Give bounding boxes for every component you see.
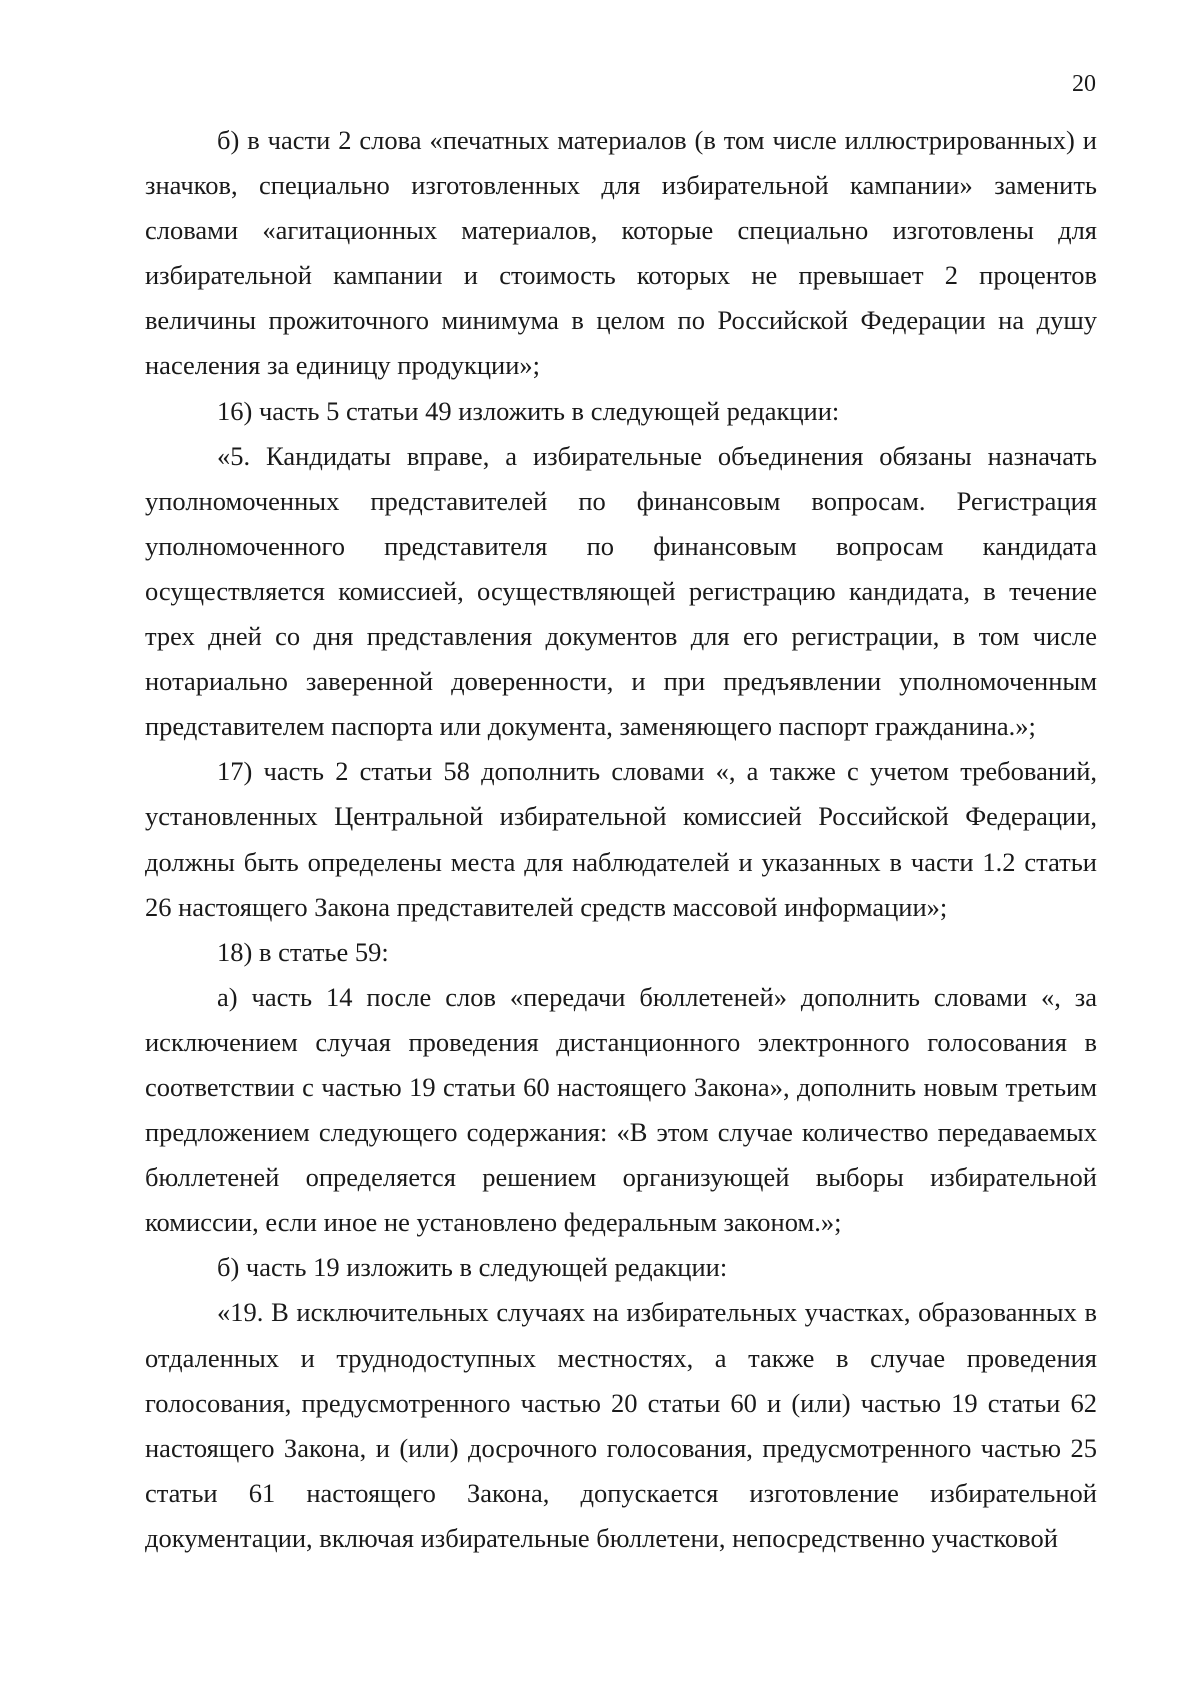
- paragraph-16: 16) часть 5 статьи 49 изложить в следующей редакции:: [217, 395, 840, 426]
- paragraph-18: 18) в статье 59:: [217, 936, 389, 967]
- paragraph-a-part-14: а) часть 14 после слов «передачи бюллетеней» дополнить словами «, за исключением случая проведения дистанционного электронного голосования в соответствии с частью 19 статьи 60 настоящего Закона», дополнить новым третьим предложением следующего содержания: «В этом случае количество передаваемых бюллетеней определяется решением организующей выборы избирательной комиссии, если иное не установлено федеральным законом.»;: [145, 981, 1097, 1238]
- paragraph-part-19-text: «19. В исключительных случаях на избирательных участках, образованных в отдаленных и труднодоступных местностях, а также в случае проведения голосования, предусмотренного частью 20 статьи 60 и (или) частью 19 статьи 62 настоящего Закона, и (или) досрочного голосования, предусмотренного частью 25 статьи 61 настоящего Закона, допускается изготовление избирательной документации, включая избирательные бюллетени, непосредственно участковой: [145, 1297, 1097, 1553]
- paragraph-b-part-2: б) в части 2 слова «печатных материалов (в том числе иллюстрированных) и значков, специально изготовленных для избирательной кампании» заменить словами «агитационных материалов, которые специально изготовлены для избирательной кампании и стоимость которых не превышает 2 процентов величины прожиточного минимума в целом по Российской Федерации на душу населения за единицу продукции»;: [145, 125, 1097, 381]
- paragraph-17: 17) часть 2 статьи 58 дополнить словами «, а также с учетом требований, установленных Центральной избирательной комиссией Российской Федерации, должны быть определены места для наблюдателей и указанных в части 1.2 статьи 26 настоящего Закона представителей средств массовой информации»;: [145, 756, 1097, 922]
- page-number: 20: [1072, 71, 1096, 97]
- paragraph-part-5-text: «5. Кандидаты вправе, а избирательные объединения обязаны назначать уполномоченных представителей по финансовым вопросам. Регистрация уполномоченного представителя по финансовым вопросам кандидата осуществляется комиссией, осуществляющей регистрацию кандидата, в течение трех дней со дня представления документов для его регистрации, в том числе нотариально заверенной доверенности, и при предъявлении уполномоченным представителем паспорта или документа, заменяющего паспорт гражданина.»;: [145, 440, 1097, 742]
- document-body: [145, 118, 1097, 1561]
- paragraph-b-part-19: б) часть 19 изложить в следующей редакции:: [217, 1252, 728, 1283]
